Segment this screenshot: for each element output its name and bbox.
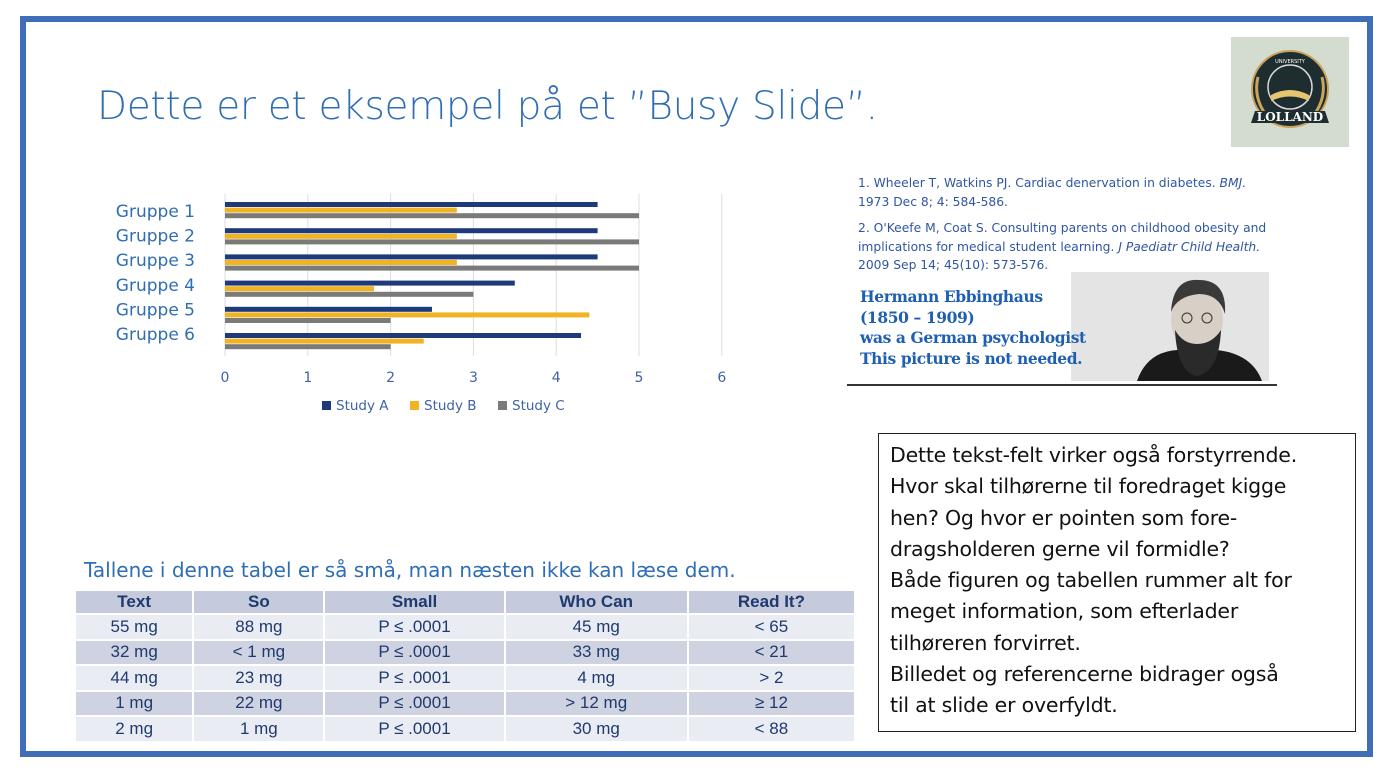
slide-title: Dette er et eksempel på et ”Busy Slide”. — [97, 84, 878, 129]
x-tick-label: 4 — [551, 370, 561, 386]
y-category-label: Gruppe 3 — [115, 251, 195, 272]
column-header: So — [194, 591, 323, 613]
table-cell: 2 mg — [76, 717, 192, 741]
reference-2: 2. O'Keefe M, Coat S. Consulting parents on childhood obesity and implications for medical student learning. J Paediatr Child Health. 2009 Sep 14; 45(10): 573-576. — [858, 221, 1267, 272]
table-cell: 1 mg — [194, 717, 323, 741]
x-tick-label: 5 — [634, 370, 644, 386]
table-cell: 88 mg — [194, 615, 323, 639]
y-category-label: Gruppe 2 — [115, 226, 195, 247]
x-tick-label: 1 — [303, 370, 313, 386]
reference-1: 1. Wheeler T, Watkins PJ. Cardiac denervation in diabetes. BMJ. 1973 Dec 8; 4: 584-586. — [858, 176, 1247, 209]
note-line: Billedet og referencerne bidrager også — [890, 662, 1279, 687]
column-header: Who Can — [506, 591, 687, 613]
bar-study-b — [225, 234, 457, 239]
svg-text:LOLLAND: LOLLAND — [1256, 110, 1324, 124]
references — [858, 174, 1278, 283]
caption-line: (1850 – 1909) — [860, 307, 975, 327]
bar-study-c — [225, 318, 391, 323]
divider-line — [847, 384, 1277, 386]
x-tick-label: 2 — [386, 370, 396, 386]
note-textbox — [878, 433, 1356, 732]
bar-study-c — [225, 239, 639, 244]
table-cell: < 88 — [689, 717, 854, 741]
table-cell: 23 mg — [194, 666, 323, 690]
ebbinghaus-caption — [860, 287, 1086, 369]
bar-study-b — [225, 286, 374, 291]
table-cell: < 21 — [689, 641, 854, 665]
bar-study-a — [225, 281, 515, 286]
note-line: tilhøreren forvirret. — [890, 630, 1081, 655]
caption-line: Hermann Ebbinghaus — [860, 287, 1043, 306]
table-cell: 33 mg — [506, 641, 687, 665]
bar-study-a — [225, 307, 432, 312]
bar-study-b — [225, 339, 424, 344]
table-cell: 4 mg — [506, 666, 687, 690]
table-cell: < 65 — [689, 615, 854, 639]
table-cell: < 1 mg — [194, 641, 323, 665]
legend-swatch — [322, 401, 331, 410]
table-row — [76, 641, 854, 665]
bar-study-c — [225, 266, 639, 271]
column-header: Text — [76, 591, 192, 613]
table-row — [76, 717, 854, 741]
y-category-label: Gruppe 4 — [115, 275, 195, 296]
legend-label: Study B — [424, 398, 477, 414]
legend-swatch — [410, 401, 419, 410]
note-line: meget information, som efterlader — [890, 599, 1239, 624]
table-cell: > 12 mg — [506, 692, 687, 716]
bar-chart — [100, 190, 750, 420]
table-cell: 44 mg — [76, 666, 192, 690]
caption-line: This picture is not needed. — [860, 348, 1083, 368]
ebbinghaus-portrait — [1071, 272, 1269, 381]
university-logo — [1231, 37, 1349, 147]
table-cell: P ≤ .0001 — [325, 666, 503, 690]
bar-study-a — [225, 202, 598, 207]
note-line: Dette tekst-felt virker også forstyrrende. — [890, 443, 1298, 467]
bar-study-a — [225, 228, 598, 233]
note-line: Både figuren og tabellen rummer alt for — [890, 568, 1292, 593]
table-cell: 55 mg — [76, 615, 192, 639]
table-row — [76, 692, 854, 716]
table-cell: P ≤ .0001 — [325, 692, 503, 716]
table-cell: 30 mg — [506, 717, 687, 741]
note-line: Hvor skal tilhørerne til foredraget kigge — [890, 474, 1287, 499]
column-header: Read It? — [689, 591, 854, 613]
table-cell: P ≤ .0001 — [325, 641, 503, 665]
y-category-label: Gruppe 1 — [115, 202, 195, 222]
y-category-label: Gruppe 6 — [115, 325, 195, 345]
bar-study-b — [225, 260, 457, 265]
legend-label: Study C — [512, 398, 565, 414]
bar-study-b — [225, 208, 457, 213]
table-caption: Tallene i denne tabel er så små, man næsten ikke kan læse dem. — [84, 558, 736, 582]
table-cell: ≥ 12 — [689, 692, 854, 716]
x-tick-label: 3 — [468, 370, 478, 386]
table-cell: 22 mg — [194, 692, 323, 716]
table-row — [76, 666, 854, 690]
bar-study-b — [225, 312, 589, 317]
x-tick-label: 6 — [717, 370, 727, 386]
y-category-label: Gruppe 5 — [115, 300, 195, 321]
table-cell: 1 mg — [76, 692, 192, 716]
x-tick-label: 0 — [220, 370, 230, 386]
bar-study-c — [225, 292, 473, 297]
legend-label: Study A — [336, 398, 389, 414]
note-line: dragsholderen gerne vil formidle? — [890, 536, 1230, 561]
bar-study-c — [225, 344, 391, 349]
bar-study-c — [225, 213, 639, 218]
note-line: til at slide er overfyldt. — [890, 693, 1118, 718]
bar-study-a — [225, 333, 581, 338]
data-table — [74, 589, 856, 743]
table-cell: 45 mg — [506, 615, 687, 639]
column-header: Small — [325, 591, 503, 613]
table-cell: > 2 — [689, 666, 854, 690]
legend-swatch — [498, 401, 507, 410]
note-line: hen? Og hvor er pointen som fore- — [890, 505, 1238, 530]
caption-line: was a German psychologist — [860, 328, 1086, 347]
table-cell: P ≤ .0001 — [325, 717, 503, 741]
bar-study-a — [225, 254, 598, 259]
table-cell: P ≤ .0001 — [325, 615, 503, 639]
svg-text:UNIVERSITY: UNIVERSITY — [1275, 59, 1305, 65]
table-row — [76, 615, 854, 639]
table-cell: 32 mg — [76, 641, 192, 665]
